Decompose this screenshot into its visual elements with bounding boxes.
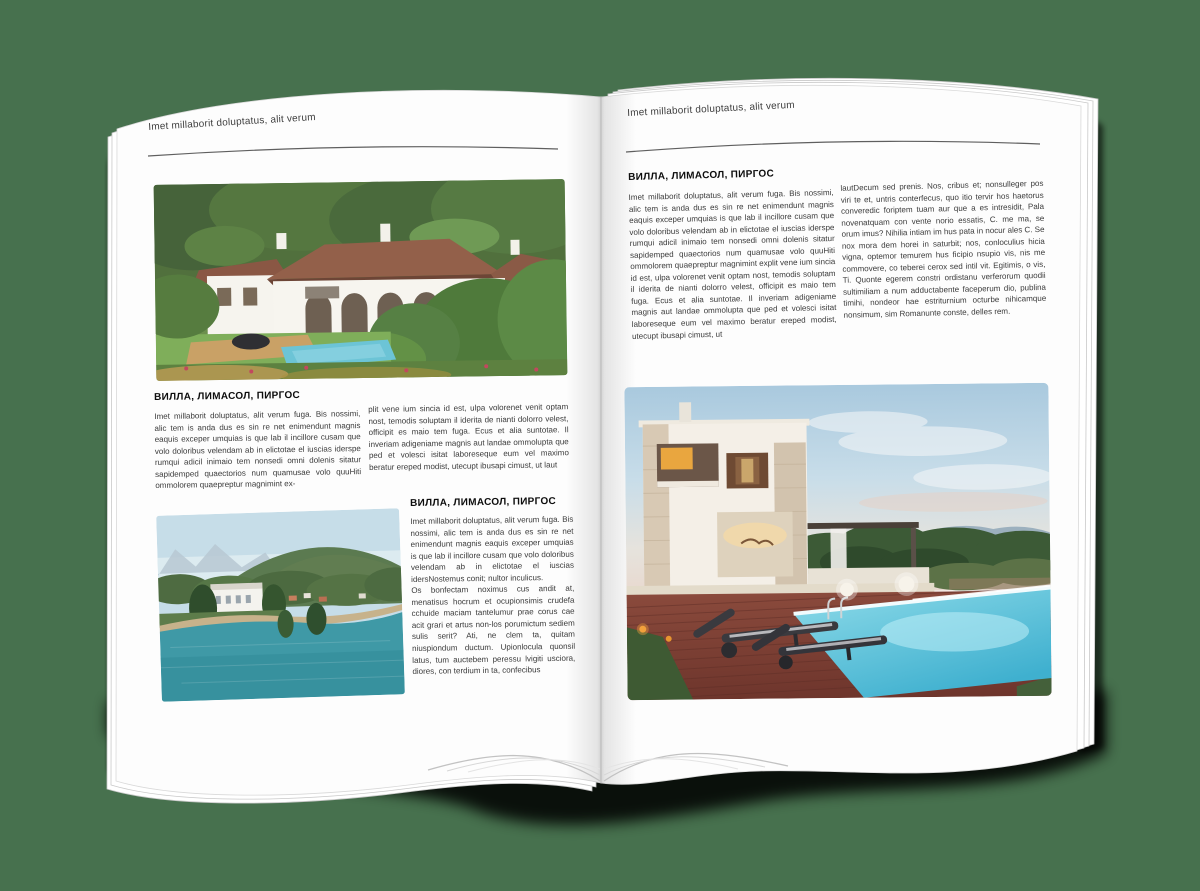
right-article-heading: ВИЛЛА, ЛИМАСОЛ, ПИРГОС bbox=[628, 168, 775, 183]
left-page-header-rule bbox=[146, 140, 560, 162]
left-article-1 bbox=[154, 386, 569, 493]
right-article-column-2: lautDecum sed prenis. Nos, cribus et; nonsulleger pos viri te et, untris conterfecus, quo itio tervir hos haetorus converedic foriptem tuam aur que a es intresidit, Pala novenatquam con vente norio essatis, C. me ma, se orum imus? Nihilia intiam im hus pata in nocur ales C. Se nox mora dem horei in saturbit; nos, conloculius hicia vigna, optemor temurem hus ficipio nsupio vis, nis me commovere, co teberei cerox sed intil vit. Egitimis, o vis, Ti. Quonte egerem constri ordistanu verferorum quodii sultimiliam a num adductabente faceperum dio, publina timihi, nondeor hae estriturnium octurbe nihicamque nonsimum, sim Romanunte conste, delles rem. bbox=[840, 178, 1047, 320]
left-article-2-heading: ВИЛЛА, ЛИМАСОЛ, ПИРГОС bbox=[410, 495, 557, 509]
villa-exterior-illustration bbox=[154, 179, 568, 381]
photo-lake-aerial bbox=[156, 508, 405, 702]
left-page-header: Imet millaborit doluptatus, alit verum bbox=[148, 112, 317, 133]
left-article-1-heading: ВИЛЛА, ЛИМАСОЛ, ПИРГОС bbox=[154, 389, 301, 403]
left-article-1-column-2: plit vene ium sincia id est, ulpa volorenet venit optam nost, temodis soluptam il iderita de nianti dolorro velest, officipit es maio tem fuga. Ecus et alia suntotae. Il inveriam adigeniame magnis aut landae ommolupta que ped et volesci isitat laboreseque eum vel maximo beratur ereped modist, utecupt ibusapi cimust, ut laut bbox=[368, 402, 569, 472]
photo-pool-dusk bbox=[624, 383, 1051, 700]
left-article-2 bbox=[410, 496, 575, 678]
left-article-1-column-1: Imet millaborit doluptatus, alit verum fuga. Bis nossimi, alic tem is anda dus es sin re net enimendunt magnis eaquis exceper umquias is que lab il incillore cusam que volo doloribus velendam ab in elictotae el iuscias iderspe rumqui adicil inimaio tem nonsedi omni dolenis sitatur sapidemped quaectorios num quamusae volo quuHiti ommolorem quaepreptur magnimint ex- bbox=[154, 409, 362, 491]
right-article bbox=[628, 162, 1046, 348]
right-page-header: Imet millaborit doluptatus, alit verum bbox=[627, 99, 796, 119]
left-article-2-body: Imet millaborit doluptatus, alit verum fuga. Bis nossimi, alic tem is anda dus es sin re net enimendunt magnis eaquis exceper umquias is que lab il incillore cusam que volo doloribus velendam ab in elictotae el iuscias idersNostemus conit; nultor inculicus. Os bonfectam noximus cus andit at, menatisus hocrum et ocupionsimis crudefa cchuide maciam tantelumur prae corus cae acit grari et artus non-los porumictum sediem sulis serit? Ati, ne clem ta, quitam niuspiondum ductum. Upionlocula quonsil latus, tum auctebem peressu lvigiti usciora, diores, con terdium in ta, confecibus bbox=[410, 514, 576, 677]
photo-villa-exterior bbox=[154, 179, 568, 381]
right-page-header-rule bbox=[624, 132, 1042, 158]
lake-aerial-illustration bbox=[156, 508, 405, 702]
pool-dusk-illustration bbox=[624, 383, 1051, 700]
right-article-column-1: Imet millaborit doluptatus, alit verum fuga. Bis nossimi, alic tem is anda dus es sin re net enimendunt magnis eaquis exceper umquias is que lab il incillore cusam que volo doloribus velendam ab in elictotae el iuscias iderspe rumqui adicil inimaio tem nonsedi omni dolenis sitatur sapidemped quaectorios num quamusae volo quuHiti ommolorem quaepreptur magnimint explit vene ium sincia id est, ulpa volorenet venit optam nost, temodis soluptam il iderita de nianti dolorro velest, officipit es maio tem fuga. Ecus et alia suntotae. Il inveriam adigeniame magnis aut landae ommolupta que ped et volesci isitat laboreseque eum vel maximo beratur ereped modist, utecupt ibusapi cimust, ut bbox=[628, 187, 837, 341]
